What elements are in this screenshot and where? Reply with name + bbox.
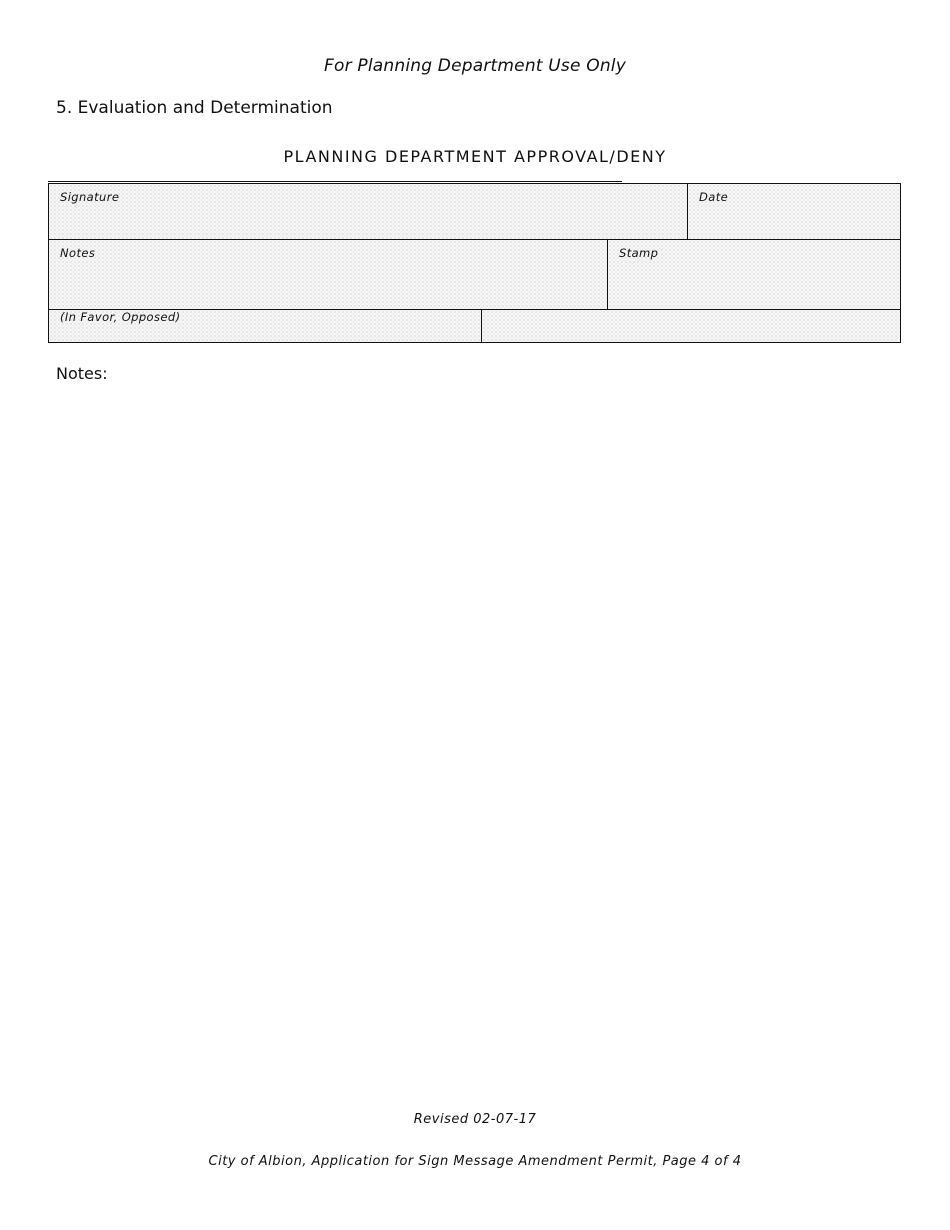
stamp-field[interactable] <box>608 240 900 310</box>
favor-opposed-field[interactable] <box>49 310 482 342</box>
blank-field[interactable] <box>482 310 900 342</box>
notes-field-label: Notes <box>60 246 96 260</box>
revised-date: Revised 02-07-17 <box>413 1112 537 1127</box>
title-underline <box>48 181 622 182</box>
stamp-label: Stamp <box>619 246 659 260</box>
notes-heading: Notes: <box>56 364 108 383</box>
approval-form-grid <box>48 183 901 343</box>
date-label: Date <box>699 190 729 204</box>
date-field[interactable] <box>688 184 900 240</box>
signature-label: Signature <box>60 190 120 204</box>
section-title: 5. Evaluation and Determination <box>56 98 333 118</box>
notes-field[interactable] <box>49 240 608 310</box>
favor-opposed-label: (In Favor, Opposed) <box>60 310 181 324</box>
approval-table-title: PLANNING DEPARTMENT APPROVAL/DENY <box>283 147 667 166</box>
signature-field[interactable] <box>49 184 688 240</box>
planning-use-only-note: For Planning Department Use Only <box>324 56 626 76</box>
page-footer: City of Albion, Application for Sign Message Amendment Permit, Page 4 of 4 <box>208 1154 742 1169</box>
